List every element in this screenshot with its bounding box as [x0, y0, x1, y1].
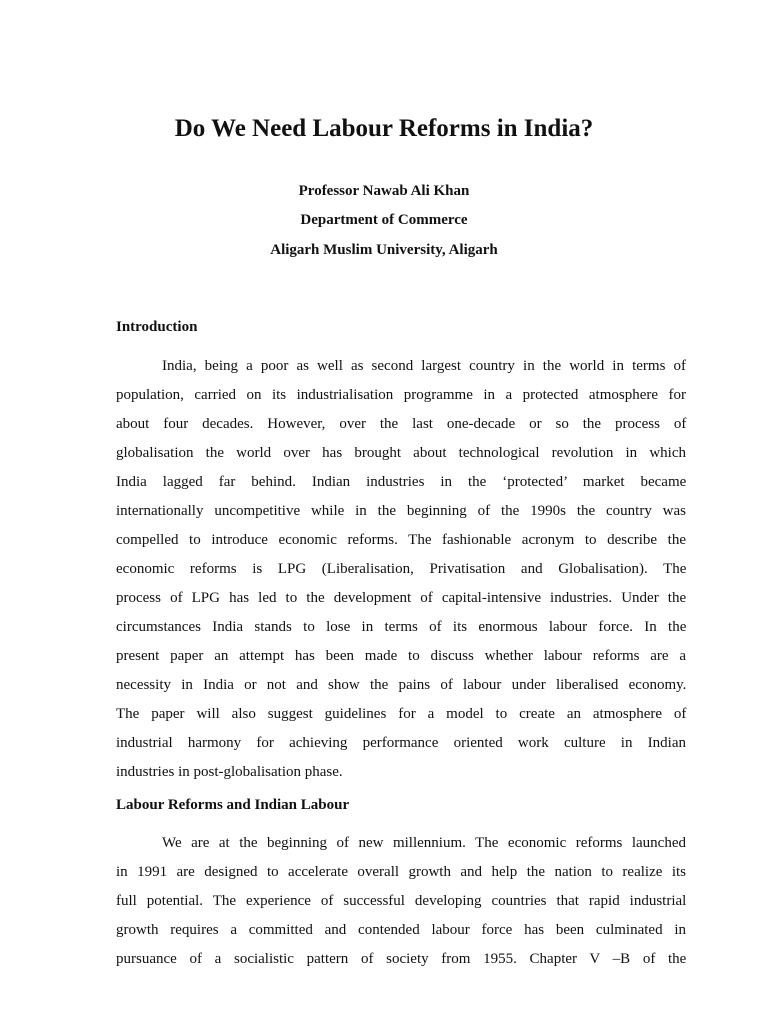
introduction-paragraph [116, 352, 686, 787]
paragraph-line: in 1991 are designed to accelerate overall growth and help the nation to realize its [116, 864, 686, 880]
section-heading-introduction: Introduction [116, 319, 198, 335]
paragraph-line: economic reforms is LPG (Liberalisation, Privatisation and Globalisation). The [116, 561, 687, 577]
paragraph-line: India, being a poor as well as second largest country in the world in terms of [162, 358, 686, 374]
section-heading-labour-reforms: Labour Reforms and Indian Labour [116, 797, 350, 813]
paragraph-line: industries in post-globalisation phase. [116, 764, 343, 780]
paragraph-line: growth requires a committed and contended labour force has been culminated in [116, 922, 686, 938]
paragraph-line: present paper an attempt has been made to discuss whether labour reforms are a [116, 648, 686, 664]
paragraph-line: internationally uncompetitive while in the beginning of the 1990s the country was [116, 503, 686, 519]
author-institution: Aligarh Muslim University, Aligarh [270, 242, 498, 258]
document-title: Do We Need Labour Reforms in India? [174, 115, 594, 142]
paragraph-line: We are at the beginning of new millennium. The economic reforms launched [162, 835, 686, 851]
paragraph-line: India lagged far behind. Indian industries in the ‘protected’ market became [116, 474, 687, 490]
paragraph-line: circumstances India stands to lose in terms of its enormous labour force. In the [116, 619, 687, 635]
paragraph-line: pursuance of a socialistic pattern of society from 1955. Chapter V –B of the [116, 951, 687, 967]
paragraph-line: necessity in India or not and show the pains of labour under liberalised economy. [116, 677, 687, 693]
paragraph-line: The paper will also suggest guidelines for a model to create an atmosphere of [116, 706, 687, 722]
labour-reforms-paragraph [116, 829, 686, 974]
paragraph-line: about four decades. However, over the last one-decade or so the process of [116, 416, 687, 432]
paragraph-line: process of LPG has led to the development of capital-intensive industries. Under the [116, 590, 687, 606]
paragraph-line: population, carried on its industrialisation programme in a protected atmosphere for [116, 387, 686, 403]
paragraph-line: full potential. The experience of successful developing countries that rapid industrial [116, 893, 687, 909]
author-name: Professor Nawab Ali Khan [298, 183, 470, 199]
paragraph-line: globalisation the world over has brought about technological revolution in which [116, 445, 686, 461]
paragraph-line: compelled to introduce economic reforms. The fashionable acronym to describe the [116, 532, 686, 548]
paragraph-line: industrial harmony for achieving performance oriented work culture in Indian [116, 735, 686, 751]
author-department: Department of Commerce [300, 212, 468, 228]
